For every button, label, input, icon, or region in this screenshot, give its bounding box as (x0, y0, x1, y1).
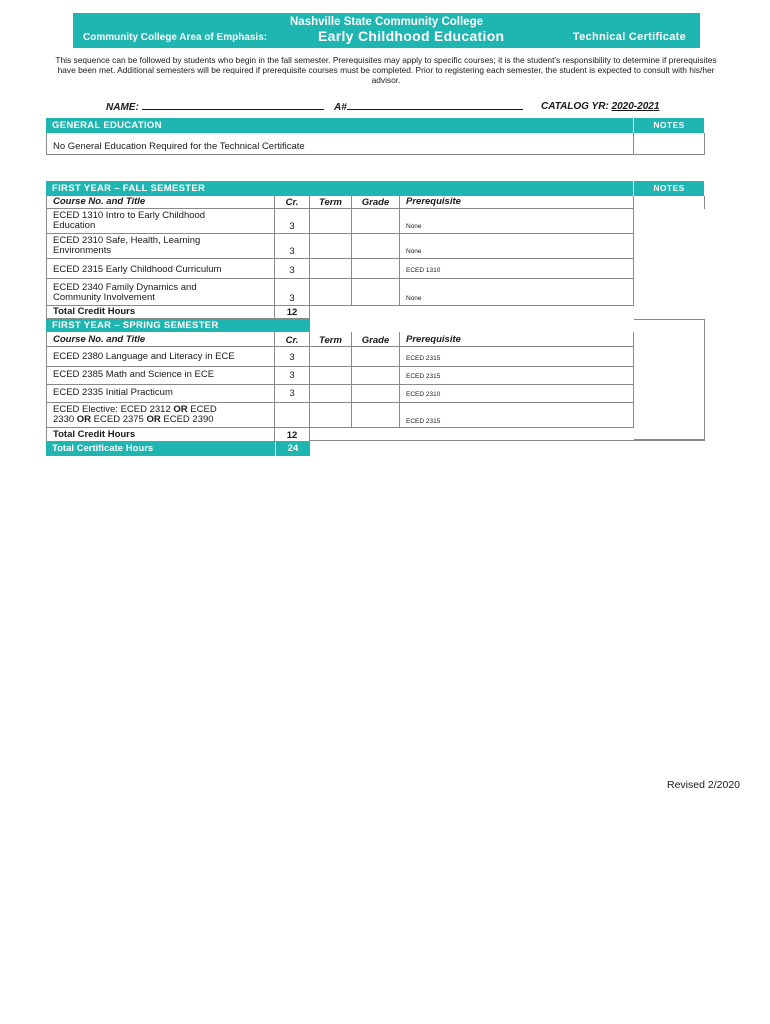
general-education-header (46, 118, 633, 133)
general-education-row (46, 133, 634, 155)
general-education-notes-cell[interactable] (634, 133, 705, 155)
fall-notes-cell[interactable] (634, 196, 705, 209)
term-cell[interactable] (310, 403, 352, 428)
student-info-line (46, 101, 706, 115)
fall-semester-header (46, 181, 633, 196)
term-cell[interactable] (310, 367, 352, 385)
grade-cell[interactable] (352, 367, 400, 385)
credit-cell: 3 (275, 279, 310, 306)
grade-cell[interactable] (352, 259, 400, 279)
spring-total-label-cell: Total Credit Hours (46, 428, 275, 442)
anumber-label: A# (334, 102, 347, 113)
elective-row: ECED Elective: ECED 2312 OR ECED 2330 OR ECED 2375 OR ECED 2390 (46, 403, 275, 428)
fall-prereq-column-header: Prerequisite (400, 196, 634, 209)
fall-course-column-header: Course No. and Title (46, 196, 275, 209)
name-field[interactable] (106, 101, 324, 113)
credit-cell: 3 (275, 367, 310, 385)
table-row: ECED 1310 Intro to Early Childhood Education (46, 209, 275, 234)
term-cell[interactable] (310, 279, 352, 306)
catalog-label: CATALOG YR: (541, 101, 609, 112)
spring-total-value-cell: 12 (275, 428, 310, 442)
name-label: NAME: (106, 102, 139, 113)
table-row: ECED 2310 Safe, Health, Learning Environments (46, 234, 275, 259)
term-cell[interactable] (310, 209, 352, 234)
general-education-text: No General Education Required for the Technical Certificate (53, 141, 305, 152)
anumber-blank[interactable] (347, 101, 523, 110)
fall-total-value-cell: 12 (275, 306, 310, 319)
credit-cell (275, 403, 310, 428)
spring-notes-cell[interactable] (634, 319, 705, 440)
term-cell[interactable] (310, 347, 352, 367)
spring-term-column-header: Term (310, 332, 352, 347)
revised-date: Revised 2/2020 (667, 779, 740, 791)
certificate-total-value: 24 (276, 442, 310, 456)
term-cell[interactable] (310, 234, 352, 259)
grade-cell[interactable] (352, 209, 400, 234)
name-blank[interactable] (142, 101, 324, 110)
fall-notes-header: NOTES (634, 181, 704, 196)
table-row: ECED 2335 Initial Practicum (46, 385, 275, 403)
spring-semester-header (46, 319, 310, 332)
fall-term-column-header: Term (310, 196, 352, 209)
grade-cell[interactable] (352, 234, 400, 259)
term-cell[interactable] (310, 385, 352, 403)
credit-cell: 3 (275, 385, 310, 403)
prereq-cell: ECED 2315 (400, 403, 634, 428)
term-cell[interactable] (310, 259, 352, 279)
spring-course-column-header: Course No. and Title (46, 332, 275, 347)
fall-semester-title: FIRST YEAR – FALL SEMESTER (52, 183, 206, 194)
credit-cell: 3 (275, 234, 310, 259)
prereq-cell: ECED 2310 (400, 385, 634, 403)
table-row: ECED 2315 Early Childhood Curriculum (46, 259, 275, 279)
grade-cell[interactable] (352, 347, 400, 367)
spring-grade-column-header: Grade (352, 332, 400, 347)
program-header (73, 13, 700, 48)
credit-cell: 3 (275, 259, 310, 279)
spring-credit-column-header: Cr. (275, 332, 310, 347)
prereq-cell: ECED 2315 (400, 367, 634, 385)
fall-credit-column-header: Cr. (275, 196, 310, 209)
grade-cell[interactable] (352, 279, 400, 306)
college-name: Nashville State Community College (290, 16, 483, 28)
prereq-cell: ECED 1310 (400, 259, 634, 279)
general-education-title: GENERAL EDUCATION (52, 120, 162, 131)
spring-semester-title: FIRST YEAR – SPRING SEMESTER (52, 320, 219, 331)
certificate-total-label: Total Certificate Hours (46, 442, 275, 456)
grade-cell[interactable] (352, 385, 400, 403)
prereq-cell: None (400, 209, 634, 234)
program-name: Early Childhood Education (318, 28, 505, 44)
area-of-emphasis-label: Community College Area of Emphasis: (83, 32, 268, 43)
table-row: ECED 2385 Math and Science in ECE (46, 367, 275, 385)
fall-grade-column-header: Grade (352, 196, 400, 209)
intro-paragraph: This sequence can be followed by students who begin in the fall semester. Prerequisites may apply to specific courses; it is the student's responsibility to determine if prerequisites have been met. Additional semesters will be required if prerequisite courses must be completed. Prior to registering each semester, the student is expected to consult with his/her advisor. (55, 55, 717, 85)
catalog-year (541, 101, 659, 112)
anumber-field[interactable] (334, 101, 523, 113)
prereq-cell: None (400, 234, 634, 259)
catalog-year-value: 2020-2021 (611, 101, 660, 112)
fall-total-label-cell: Total Credit Hours (46, 306, 275, 319)
table-row: ECED 2380 Language and Literacy in ECE (46, 347, 275, 367)
certificate-type: Technical Certificate (572, 31, 686, 43)
general-education-notes-header: NOTES (634, 118, 704, 133)
spring-divider (310, 440, 705, 441)
credit-cell: 3 (275, 209, 310, 234)
credit-cell: 3 (275, 347, 310, 367)
grade-cell[interactable] (352, 403, 400, 428)
table-row: ECED 2340 Family Dynamics and Community Involvement (46, 279, 275, 306)
prereq-cell: ECED 2315 (400, 347, 634, 367)
spring-prereq-column-header: Prerequisite (400, 332, 634, 347)
prereq-cell: None (400, 279, 634, 306)
